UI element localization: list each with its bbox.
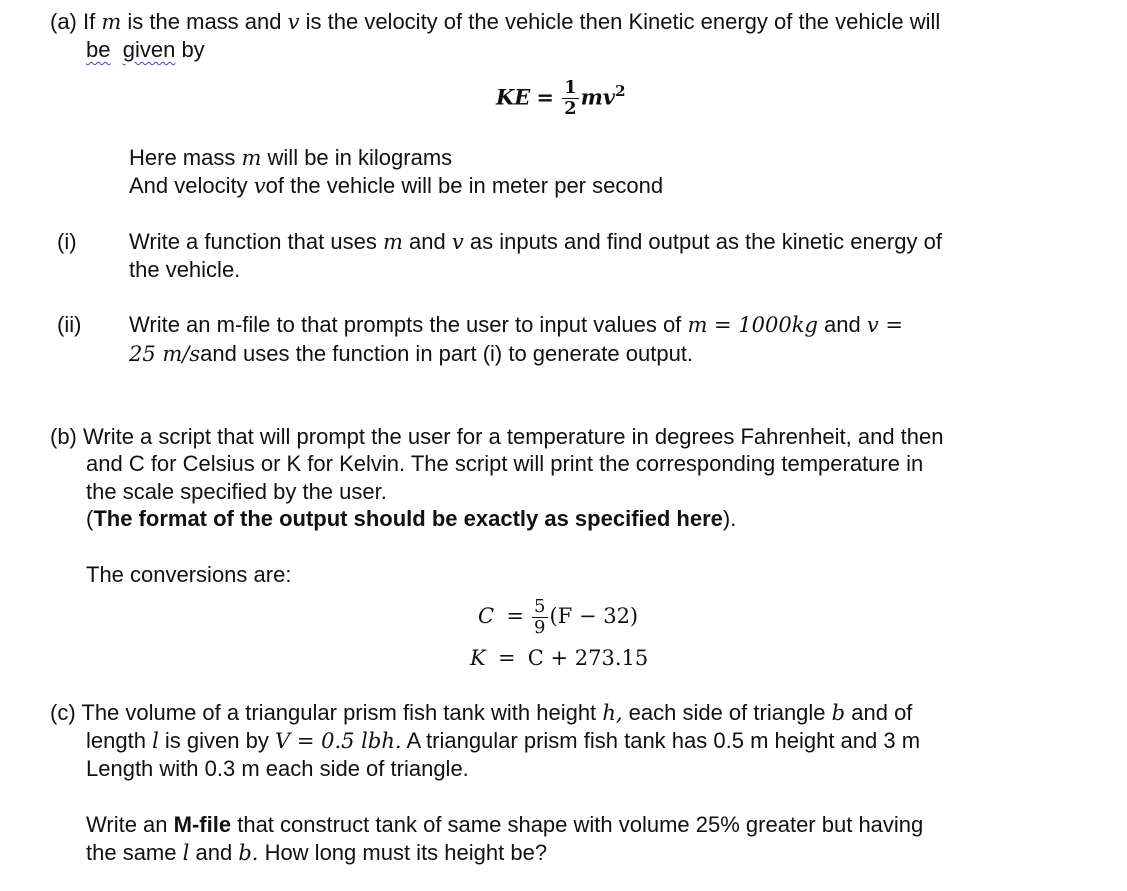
volume-formula: V = 0.5 lbh.	[275, 729, 402, 753]
part-c-line-3: Length with 0.3 m each side of triangle.	[86, 756, 469, 781]
sub-i-label: (i)	[57, 229, 77, 254]
var-l: l	[182, 841, 190, 865]
var-h: h,	[602, 701, 623, 725]
text: is given by	[164, 728, 269, 753]
part-c-line-2	[86, 727, 920, 755]
formula-lhs: KE	[496, 84, 531, 110]
part-b-line-1	[50, 423, 944, 451]
part-b-label: (b)	[50, 424, 77, 449]
text: is the velocity of the vehicle then Kinetic energy of the vehicle will	[305, 9, 941, 34]
var-l: l	[152, 729, 159, 753]
mass-line	[129, 144, 452, 172]
celsius-equation	[478, 592, 638, 640]
part-c-line-1	[50, 699, 912, 727]
eq-fraction	[532, 595, 547, 638]
fraction-denominator: 2	[564, 98, 577, 120]
var-m: m	[382, 230, 403, 254]
text: The volume of a triangular prism fish tank with height	[81, 700, 597, 725]
var-m: m	[241, 146, 262, 170]
part-a-line-1	[50, 8, 940, 36]
text: Write an m-file to that prompts the user to input values of	[129, 312, 682, 337]
eq-rhs: (F − 32)	[549, 604, 639, 628]
part-b-line-2: and C for Celsius or K for Kelvin. The script will print the corresponding temperature in	[86, 451, 924, 476]
var-v: v	[451, 230, 464, 254]
spellcheck-word: be	[86, 37, 111, 62]
part-c-label: (c)	[50, 700, 76, 725]
text: If	[83, 9, 96, 34]
part-b-line-4	[86, 505, 736, 533]
text: Here mass	[129, 145, 236, 170]
text: A triangular prism fish tank has 0.5 m height and 3 m	[406, 728, 921, 753]
sub-i-line-2: the vehicle.	[129, 257, 241, 282]
bold-text: M-file	[173, 812, 232, 837]
sub-ii-line-2	[129, 340, 693, 368]
text: will be in kilograms	[267, 145, 453, 170]
part-c-para-2-line-2	[86, 839, 547, 867]
eq-lhs: C	[478, 604, 495, 628]
part-c-para-2-line-1	[86, 811, 923, 839]
eq-sign: =	[497, 646, 516, 670]
fraction-numerator: 1	[564, 77, 577, 99]
formula-fraction	[562, 79, 579, 118]
conversions-label: The conversions are:	[86, 562, 292, 587]
math-mass-value: m = 1000kg	[687, 313, 818, 337]
var-v: v	[287, 10, 300, 34]
math-velocity-value: 25 m/s	[129, 342, 201, 366]
text: How long must its height be?	[264, 840, 548, 865]
var-m: m	[101, 10, 122, 34]
text: and uses the function in part (i) to generate output.	[200, 341, 694, 366]
kelvin-equation	[470, 644, 648, 672]
var-v: v	[253, 174, 266, 198]
formula-rhs: mv	[580, 84, 616, 110]
sub-ii-label: (ii)	[57, 312, 82, 337]
text: is the mass and	[127, 9, 282, 34]
eq-rhs: C + 273.15	[527, 646, 649, 670]
text: and	[195, 840, 233, 865]
text: each side of triangle	[628, 700, 826, 725]
eq-lhs: K	[470, 646, 486, 670]
formula-exponent: 2	[615, 82, 626, 100]
text: and	[409, 229, 446, 254]
spellcheck-word: given	[122, 37, 176, 62]
part-a-label: (a)	[50, 9, 77, 34]
text: (	[86, 506, 94, 531]
text: and	[824, 312, 861, 337]
fraction-numerator: 5	[534, 595, 546, 617]
text: by	[181, 37, 205, 62]
ke-formula	[496, 66, 626, 122]
fraction-denominator: 9	[534, 616, 546, 638]
velocity-line	[129, 172, 663, 200]
sub-i-line-1	[129, 228, 942, 256]
eq-sign: =	[506, 604, 524, 628]
math-velocity: v =	[866, 313, 904, 337]
text: ).	[722, 506, 737, 531]
var-b: b.	[238, 841, 259, 865]
sub-ii-line-1	[129, 311, 903, 339]
text: And velocity	[129, 173, 248, 198]
var-b: b	[831, 701, 846, 725]
text: Write a function that uses	[129, 229, 377, 254]
part-a-line-2	[86, 36, 205, 64]
text: Write a script that will prompt the user for a temperature in degrees Fahrenheit, and then	[83, 424, 944, 449]
bold-text: The format of the output should be exactly as specified here	[93, 506, 723, 531]
text: as inputs and find output as the kinetic energy of	[469, 229, 942, 254]
text: and of	[851, 700, 913, 725]
text: the same	[86, 840, 177, 865]
text: length	[86, 728, 146, 753]
text: that construct tank of same shape with volume 25% greater but having	[237, 812, 924, 837]
part-b-line-3: the scale specified by the user.	[86, 479, 387, 504]
formula-eq: =	[536, 84, 554, 110]
text: Write an	[86, 812, 168, 837]
text: of the vehicle will be in meter per second	[265, 173, 664, 198]
